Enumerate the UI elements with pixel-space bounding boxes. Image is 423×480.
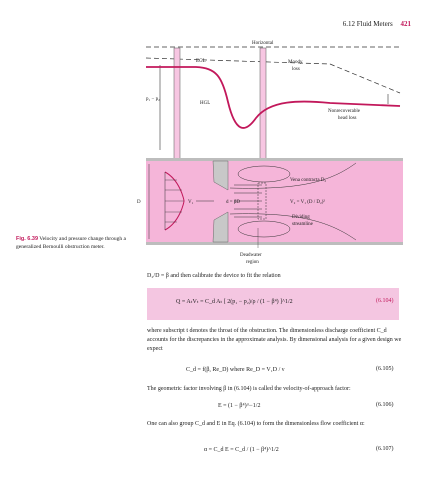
equation-6-104: Q = AₜVₜ = C_d Aₜ [ 2(p₁ − p₂)/ρ / (1 − β⁴) ]^1/2: [176, 299, 293, 305]
paragraph-2: where subscript t denotes the throat of the obstruction. The dimensionless discharge coefficient C_d accounts for the discrepancies in the approximate analysis. By dimensional analysis for a given design we expect: [147, 328, 402, 352]
paragraph-1: D₂/D = β and then calibrate the device to fit the relation: [147, 273, 281, 279]
section-title: 6.12 Fluid Meters: [342, 20, 393, 28]
label-nonrecoverable-2: head loss: [338, 116, 357, 121]
label-hgl: HGL: [200, 101, 211, 106]
paragraph-4: One can also group C_d and E in Eq. (6.104) to form the dimensionless flow coefficient α:: [147, 421, 365, 427]
pipe-wall-bottom: [146, 242, 403, 245]
label-vena-contracta: Vena contracta D₂: [290, 178, 327, 183]
hgl-curve: [146, 67, 400, 128]
equation-number-6-104: (6.104): [376, 298, 394, 304]
label-horizontal: Horizontal: [252, 41, 274, 46]
pipe-wall-top: [146, 158, 403, 161]
equation-6-105: C_d = f(β, Re_D) where Re_D = V₁D / ν: [186, 367, 285, 373]
manometer-tube-right: [260, 48, 266, 164]
label-egl: EGL: [196, 59, 206, 64]
equation-number-6-106: (6.106): [376, 402, 394, 408]
label-d: D: [137, 200, 141, 205]
label-d-beta: d = βD: [226, 200, 240, 205]
equation-6-106: E = (1 − β⁴)^−1/2: [218, 403, 261, 409]
pipe-body: [146, 160, 403, 242]
paragraph-3: The geometric factor involving β in (6.104) is called the velocity-of-approach factor:: [147, 386, 351, 392]
label-dividing-2: streamline: [292, 222, 313, 227]
equation-number-6-107: (6.107): [376, 446, 394, 452]
label-deadwater-1: Deadwater: [240, 253, 262, 258]
equation-number-6-105: (6.105): [376, 366, 394, 372]
label-p1-p2: p₁ − p₂: [146, 97, 160, 102]
label-v2-eq: V₂ = V₁ (D / D₂)²: [290, 200, 325, 205]
equation-6-107: α = C_d E = C_d / (1 − β⁴)^1/2: [204, 447, 279, 453]
caption-text: Velocity and pressure change through a generalized Bernoulli obstruction meter.: [16, 236, 126, 250]
egl-line: [146, 58, 400, 93]
page-number: 421: [400, 20, 411, 28]
manometer-tube-left: [174, 48, 180, 164]
label-moody-2: loss: [292, 67, 300, 72]
label-v1: V₁: [188, 200, 194, 205]
label-deadwater-2: region: [246, 260, 259, 265]
figure-caption: [16, 236, 126, 251]
label-nonrecoverable-1: Nonrecoverable: [328, 109, 360, 114]
figure-number: Fig. 6.39: [16, 236, 39, 242]
label-moody-1: Moody: [288, 60, 303, 65]
label-dividing-1: Dividing: [292, 215, 310, 220]
